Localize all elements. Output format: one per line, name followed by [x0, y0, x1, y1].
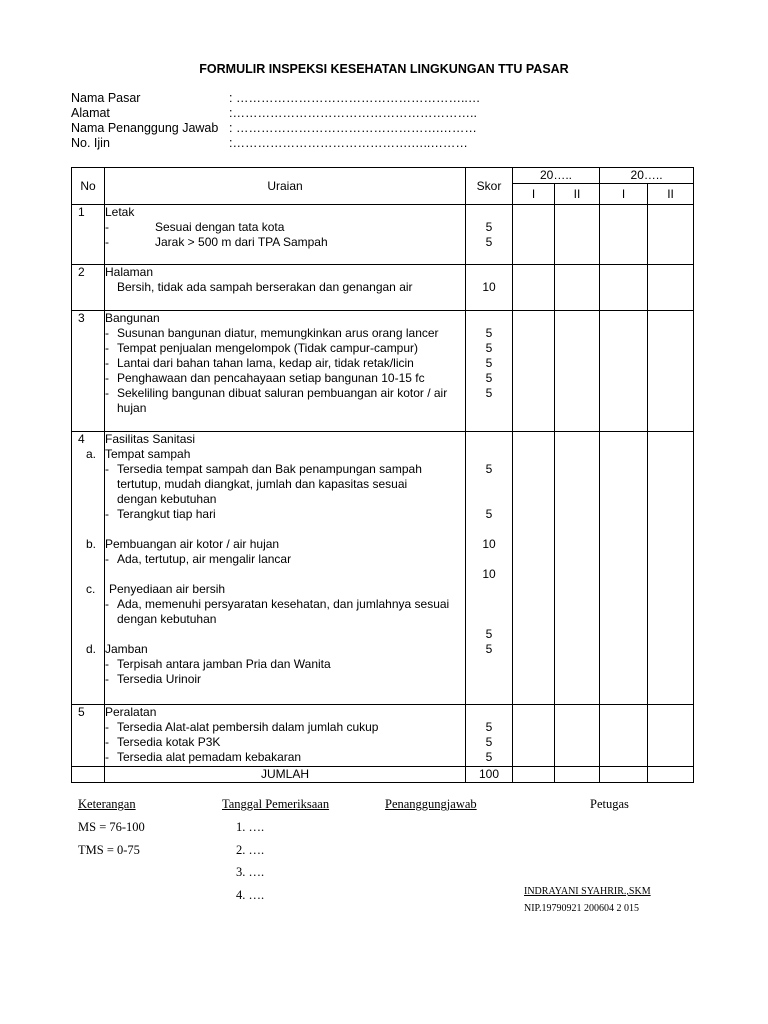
- info-label: Alamat: [71, 106, 110, 120]
- list-item: - Tersedia tempat sampah dan Bak penampungan sampah: [105, 462, 422, 476]
- signatory-name: INDRAYANI SYAHRIR.,SKM: [524, 886, 651, 897]
- list-item-cont: dengan kebutuhan: [117, 492, 217, 506]
- list-item-cont: tertutup, mudah diangkat, jumlah dan kapasitas sesuai: [117, 477, 408, 491]
- row-uraian: [105, 265, 466, 311]
- header-sub: I: [600, 184, 648, 205]
- subsection-title: Tempat sampah: [105, 447, 191, 461]
- table-row: [72, 265, 694, 311]
- total-value: 100: [466, 767, 513, 783]
- ms-criteria: MS = 76-100: [78, 820, 145, 834]
- header-year-1: 20…..: [513, 168, 600, 184]
- row-uraian: [105, 205, 466, 265]
- row-uraian: [105, 705, 466, 767]
- signatory-nip: NIP.19790921 200604 2 015: [524, 903, 640, 914]
- row-number: 2: [72, 265, 105, 311]
- info-value: : ………………………………………………..…: [229, 91, 481, 105]
- list-item: - Sesuai dengan tata kota: [105, 220, 285, 234]
- inspection-table: [71, 167, 694, 783]
- section-title: Fasilitas Sanitasi: [105, 432, 196, 446]
- info-value: :…………………………………….…..………: [229, 136, 468, 150]
- list-item: - Terangkut tiap hari: [105, 507, 216, 521]
- list-item: - Tersedia Alat-alat pembersih dalam jumlah cukup: [105, 720, 379, 734]
- list-item: - Terpisah antara jamban Pria dan Wanita: [105, 657, 331, 671]
- header-no: No: [72, 168, 105, 205]
- table-row: [72, 705, 694, 767]
- list-item-cont: dengan kebutuhan: [117, 612, 217, 626]
- total-label: JUMLAH: [105, 767, 466, 783]
- info-label: Nama Pasar: [71, 91, 141, 105]
- section-title: Bangunan: [105, 311, 160, 325]
- list-item: - Sekeliling bangunan dibuat saluran pembuangan air kotor / air: [105, 386, 448, 400]
- info-row-no-ijin: [71, 136, 480, 151]
- row-skor: 10: [466, 265, 513, 311]
- list-item: 4. ….: [236, 888, 265, 902]
- tanggal-heading: Tanggal Pemeriksaan: [222, 797, 330, 811]
- list-item: 2. ….: [236, 843, 265, 857]
- info-row-nama-pasar: [71, 91, 480, 106]
- header-year-2: 20…..: [600, 168, 694, 184]
- list-item: Bersih, tidak ada sampah berserakan dan genangan air: [117, 280, 413, 294]
- table-row: [72, 311, 694, 432]
- header-sub: II: [555, 184, 600, 205]
- row-number: 5: [72, 705, 105, 767]
- header-uraian: Uraian: [105, 168, 466, 205]
- subsection-title: Jamban: [105, 642, 148, 656]
- row-number: 4 a. b. c. d.: [72, 432, 105, 705]
- header-sub: II: [648, 184, 694, 205]
- info-value: : ………………………………………….………: [229, 121, 477, 135]
- list-item: - Ada, tertutup, air mengalir lancar: [105, 552, 292, 566]
- section-title: Peralatan: [105, 705, 157, 719]
- tms-criteria: TMS = 0-75: [78, 843, 140, 857]
- table-row: [72, 432, 694, 705]
- keterangan-heading: Keterangan: [78, 797, 136, 811]
- list-item: - Lantai dari bahan tahan lama, kedap air, tidak retak/licin: [105, 356, 414, 370]
- section-title: Halaman: [105, 265, 154, 279]
- list-item-cont: hujan: [117, 401, 147, 415]
- row-number: 3: [72, 311, 105, 432]
- row-skor: 5 5 10 10 5 5: [466, 432, 513, 705]
- list-item: - Tempat penjualan mengelompok (Tidak campur-campur): [105, 341, 419, 355]
- info-row-penanggung-jawab: [71, 121, 480, 136]
- total-row: [72, 767, 694, 783]
- info-label: No. Ijin: [71, 136, 110, 150]
- list-item: - Tersedia Urinoir: [105, 672, 202, 686]
- row-uraian: [105, 311, 466, 432]
- list-item: - Tersedia alat pemadam kebakaran: [105, 750, 302, 764]
- list-item: - Ada, memenuhi persyaratan kesehatan, dan jumlahnya sesuai: [105, 597, 450, 611]
- info-block: [71, 91, 480, 151]
- form-title: FORMULIR INSPEKSI KESEHATAN LINGKUNGAN TTU PASAR: [199, 62, 569, 76]
- table-row: [72, 205, 694, 265]
- petugas-heading: Petugas: [590, 797, 629, 811]
- info-label: Nama Penanggung Jawab: [71, 121, 219, 135]
- info-value: :…………………………………………………..: [229, 106, 477, 120]
- list-item: - Susunan bangunan diatur, memungkinkan arus orang lancer: [105, 326, 439, 340]
- list-item: 3. ….: [236, 865, 265, 879]
- row-skor: 5 5 5 5 5: [466, 311, 513, 432]
- list-item: - Jarak > 500 m dari TPA Sampah: [105, 235, 328, 249]
- list-item: - Penghawaan dan pencahayaan setiap bangunan 10-15 fc: [105, 371, 425, 385]
- info-row-alamat: [71, 106, 480, 121]
- subsection-title: Penyediaan air bersih: [109, 582, 226, 596]
- list-item: 1. ….: [236, 820, 265, 834]
- row-skor: 5 5 5: [466, 705, 513, 767]
- header-sub: I: [513, 184, 555, 205]
- row-skor: 5 5: [466, 205, 513, 265]
- header-skor: Skor: [466, 168, 513, 205]
- subsection-title: Pembuangan air kotor / air hujan: [105, 537, 280, 551]
- list-item: - Tersedia kotak P3K: [105, 735, 221, 749]
- penanggung-heading: Penanggungjawab: [385, 797, 477, 811]
- section-title: Letak: [105, 205, 135, 219]
- row-number: 1: [72, 205, 105, 265]
- row-uraian: [105, 432, 466, 705]
